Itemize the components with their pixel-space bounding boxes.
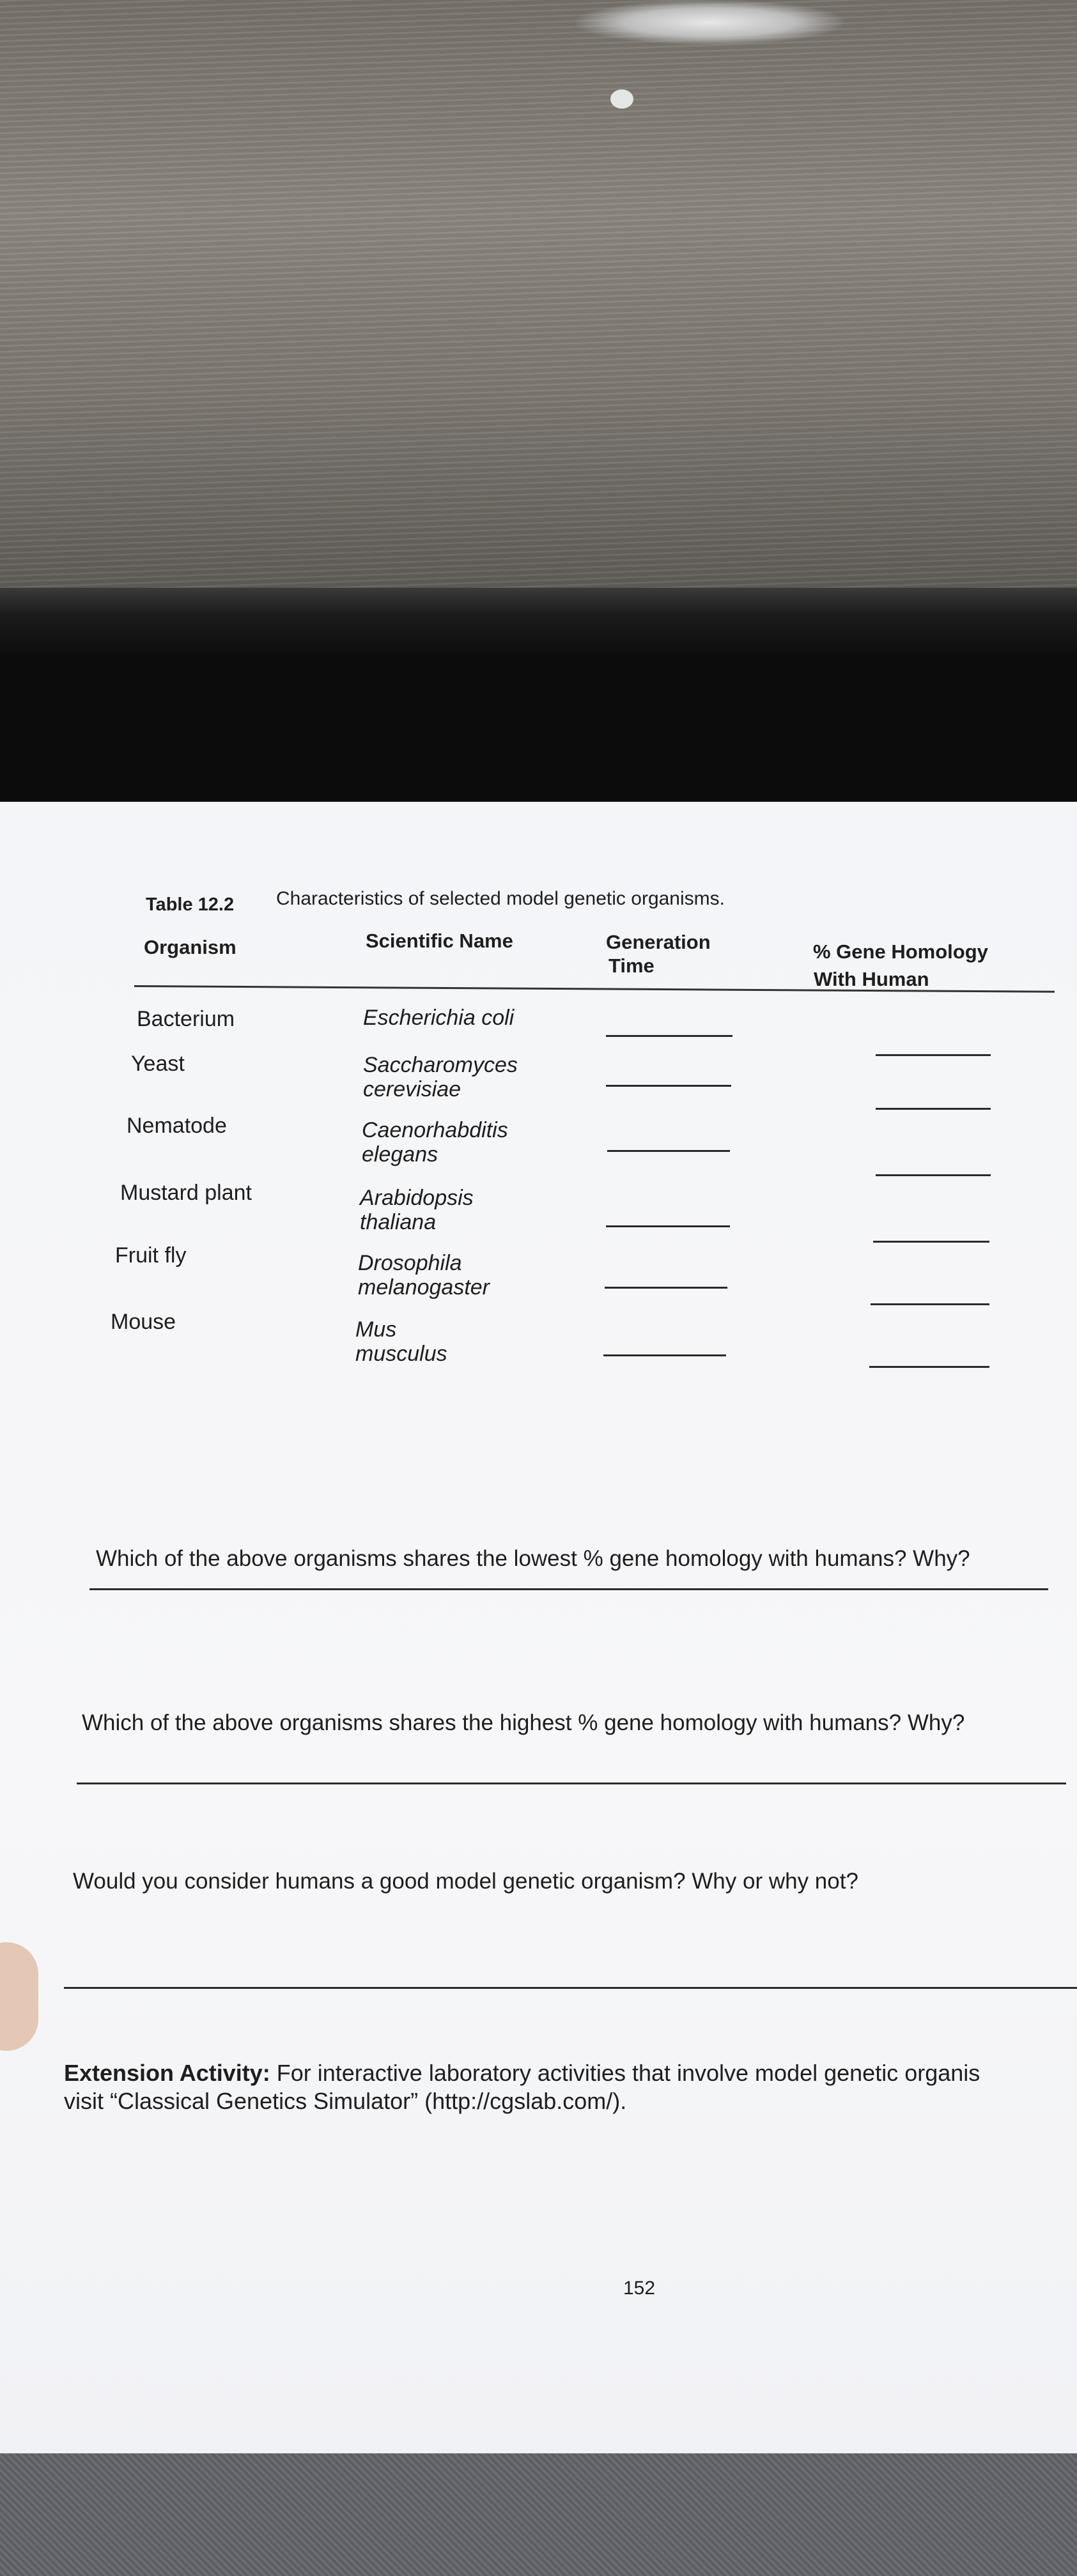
worksheet-page (0, 802, 1077, 2463)
generation-time-blank[interactable] (603, 1354, 726, 1356)
extension-activity (64, 2060, 980, 2087)
fabric-background (0, 2453, 1077, 2576)
table-caption-text: Characteristics of selected model genetic organisms. (276, 888, 725, 909)
question-lowest-homology: Which of the above organisms shares the lowest % gene homology with humans? Why? (96, 1546, 970, 1571)
header-homology-2: With Human (814, 968, 929, 990)
homology-blank[interactable] (876, 1174, 991, 1176)
sci-name-mouse: Mus musculus (355, 1317, 447, 1366)
sci-name-fruit-fly: Drosophila melanogaster (358, 1251, 490, 1300)
finger (0, 1942, 38, 2051)
generation-time-blank[interactable] (607, 1150, 730, 1152)
answer-line-highest[interactable] (77, 1782, 1066, 1784)
dark-gap (0, 652, 1077, 805)
header-organism: Organism (144, 936, 236, 958)
sci-name-yeast: Saccharomyces cerevisiae (363, 1053, 518, 1101)
organism-mouse: Mouse (111, 1310, 176, 1334)
organism-fruit-fly: Fruit fly (115, 1243, 187, 1268)
sci-name-mustard-plant: Arabidopsis thaliana (360, 1186, 474, 1234)
organism-yeast: Yeast (131, 1052, 185, 1076)
header-generation-1: Generation (606, 931, 711, 953)
page-number: 152 (623, 2278, 656, 2299)
table-caption-number: Table 12.2 (146, 894, 235, 915)
question-humans-model: Would you consider humans a good model genetic organism? Why or why not? (73, 1869, 858, 1894)
organism-bacterium: Bacterium (137, 1007, 235, 1031)
generation-time-blank[interactable] (605, 1287, 727, 1289)
extension-text-line-1: For interactive laboratory activities that involve model genetic organis (270, 2060, 980, 2086)
paper-scrap (575, 0, 844, 45)
sci-name-bacterium: Escherichia coli (363, 1006, 515, 1030)
homology-blank[interactable] (871, 1303, 989, 1305)
header-homology-1: % Gene Homology (813, 940, 988, 963)
question-highest-homology: Which of the above organisms shares the highest % gene homology with humans? Why? (82, 1710, 965, 1735)
organism-mustard-plant: Mustard plant (120, 1181, 252, 1205)
desk-edge (0, 588, 1077, 658)
answer-line-lowest[interactable] (89, 1588, 1048, 1590)
answer-line-humans[interactable] (64, 1987, 1077, 1989)
paper-crumb (610, 89, 633, 109)
generation-time-blank[interactable] (606, 1225, 730, 1227)
extension-label: Extension Activity: (64, 2060, 270, 2086)
extension-text-line-2: visit “Classical Genetics Simulator” (http://cgslab.com/). (64, 2088, 627, 2114)
homology-blank[interactable] (873, 1241, 989, 1243)
header-scientific-name: Scientific Name (366, 930, 513, 952)
header-generation-2: Time (608, 954, 655, 977)
generation-time-blank[interactable] (606, 1085, 731, 1087)
homology-blank[interactable] (876, 1108, 991, 1110)
desk-surface (0, 0, 1077, 613)
organism-nematode: Nematode (127, 1114, 227, 1138)
generation-time-blank[interactable] (606, 1035, 732, 1037)
sci-name-nematode: Caenorhabditis elegans (362, 1118, 508, 1167)
homology-blank[interactable] (869, 1366, 989, 1368)
homology-blank[interactable] (876, 1054, 991, 1056)
